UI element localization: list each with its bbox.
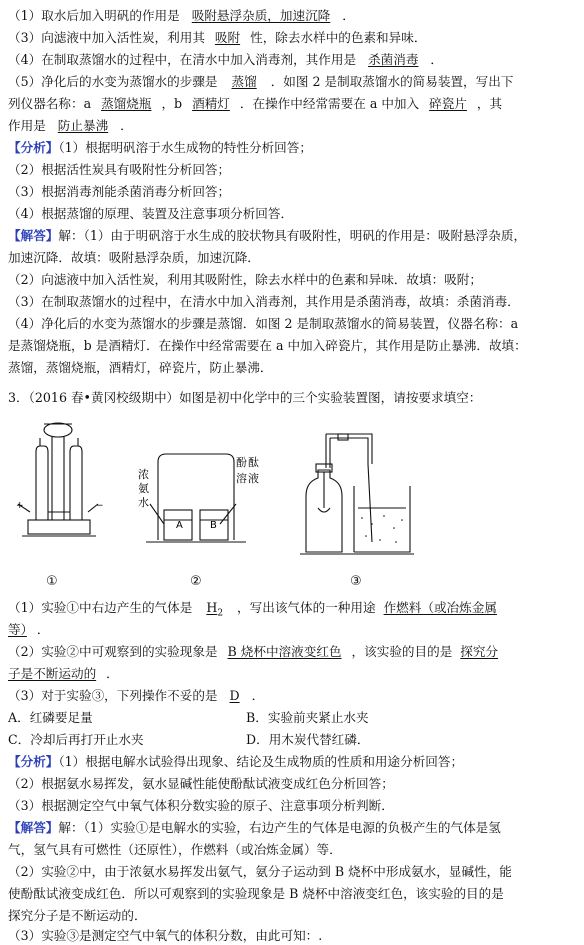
water-dots xyxy=(361,515,403,543)
text: ． xyxy=(36,622,50,637)
prev-line-2 xyxy=(8,28,578,47)
prev-answer-4c: 蒸馏，蒸馏烧瓶，酒精灯，碎瓷片，防止暴沸． xyxy=(8,360,273,375)
figure-electrolysis xyxy=(18,423,98,536)
answer-5b: 酒精灯 xyxy=(192,96,230,111)
prev-line-3 xyxy=(8,50,578,69)
plus-sign: + xyxy=(16,501,24,511)
p2-answer-2: 探究分 xyxy=(460,644,499,659)
answer-5c: 碎瓷片 xyxy=(429,96,467,111)
p1-answer-2b: 等） xyxy=(8,622,27,637)
text: ，该实验的目的是 xyxy=(351,644,453,659)
char: 溶 xyxy=(236,472,247,485)
tube-over-2 xyxy=(330,438,368,464)
prev-line-1 xyxy=(8,6,578,25)
analysis-tag: 【分析】 xyxy=(8,754,59,769)
answer-tag: 【解答】 xyxy=(8,228,59,243)
beaker-b-label: B xyxy=(210,520,217,531)
prev-answer-4: （4）净化后的水变为蒸馏水的步骤是蒸馏．如图 2 是制取蒸馏水的简易装置，仪器名称：a xyxy=(8,316,519,331)
clamp xyxy=(338,434,348,440)
text: 解：（1）由于明矾溶于水生成的胶状物具有吸附性，明矾的作用是：吸附悬浮杂质， xyxy=(58,228,527,243)
text: ．如图 2 是制取蒸馏水的简易装置，写出下 xyxy=(270,74,514,89)
ammonia-label xyxy=(138,467,149,509)
middle-tube xyxy=(52,436,64,520)
phenol-label xyxy=(236,455,259,485)
text: 性，除去水样中的色素和异味． xyxy=(250,30,427,45)
minus-sign: − xyxy=(96,501,104,511)
text: （1）实验①中右边产生的气体是 xyxy=(8,600,193,615)
text: 作用是 xyxy=(8,118,46,133)
text: ． xyxy=(430,52,444,67)
text: （1）取水后加入明矾的作用是 xyxy=(8,8,180,23)
q3-answer-2c: 探究分子是不断运动的． xyxy=(8,908,147,923)
text: （3）对于实验③，下列操作不妥的是 xyxy=(8,688,218,703)
prev-answer-3: （3）在制取蒸馏水的过程中，在清水中加入消毒剂，其作用是杀菌消毒，故填：杀菌消毒． xyxy=(8,294,520,309)
prev-answer-1 xyxy=(8,226,578,245)
p1-answer xyxy=(192,600,237,619)
prev-line-6 xyxy=(8,116,578,135)
text: （1）根据明矾溶于水生成物的特性分析回答； xyxy=(58,140,312,155)
text: ，写出该气体的一种用途 xyxy=(237,600,376,615)
prev-answer-4b: 是蒸馏烧瓶，b 是酒精灯．在操作中经常需要在 a 中加入碎瓷片，其作用是防止暴沸．故填： xyxy=(8,338,527,353)
text: （1）根据电解水试验得出现象、结论及生成物质的性质和用途分析回答； xyxy=(58,754,464,769)
text: ． xyxy=(106,666,119,681)
prev-analysis-1 xyxy=(8,138,578,157)
q3-answer-2: （2）实验②中，由于浓氨水易挥发出氨气，氨分子运动到 B 烧杯中形成氨水，显碱性，能 xyxy=(8,864,512,879)
q3-answer-2b: 使酚酞试液变成红色．所以可观察到的实验现象是 B 烧杯中溶液变红色，该实验的目的是 xyxy=(8,886,504,901)
text: ，其 xyxy=(476,96,503,111)
q3-p2 xyxy=(8,642,578,661)
char: 氨 xyxy=(138,482,149,495)
q3-p3 xyxy=(8,686,578,705)
answer-3: 杀菌消毒 xyxy=(368,52,419,67)
figure-2-label: ② xyxy=(190,574,202,589)
funnel xyxy=(44,423,72,437)
text: 解：（1）实验①是电解水的实验，右边产生的气体是电源的负极产生的气体是氢 xyxy=(58,820,501,835)
char: 酚 xyxy=(236,456,247,469)
char: 水 xyxy=(138,496,149,509)
subscript: 2 xyxy=(217,608,224,619)
answer-2: 吸附 xyxy=(214,30,241,45)
text: 列仪器名称：a xyxy=(8,96,92,111)
prev-answer-2: （2）向滤液中加入活性炭，利用其吸附性，除去水样中的色素和异味．故填：吸附； xyxy=(8,272,482,287)
figure-oxygen xyxy=(300,434,414,554)
prev-analysis-2: （2）根据活性炭具有吸附性分析回答； xyxy=(8,162,231,177)
answer-6: 防止暴沸 xyxy=(57,118,109,133)
water-beaker xyxy=(354,486,410,552)
p2-answer: B 烧杯中溶液变红色 xyxy=(227,644,342,659)
option-b: B．实验前夹紧止水夹 xyxy=(246,710,369,725)
text: ． xyxy=(251,688,265,703)
left-tube xyxy=(36,446,48,520)
char: 液 xyxy=(248,472,259,485)
right-tube xyxy=(70,446,82,520)
prev-line-4 xyxy=(8,72,578,91)
q3-analysis-3: （3）根据测定空气中氧气体积分数实验的原子、注意事项分析判断． xyxy=(8,798,394,813)
prev-answer-1b: 加速沉降．故填：吸附悬浮杂质，加速沉降． xyxy=(8,250,260,265)
prev-analysis-4: （4）根据蒸馏的原理、装置及注意事项分析回答． xyxy=(8,206,294,221)
prev-analysis-3: （3）根据消毒剂能杀菌消毒分析回答； xyxy=(8,184,231,199)
option-a: A．红磷要足量 xyxy=(8,710,93,725)
q3-p1-cont xyxy=(8,620,578,639)
option-d: D．用木炭代替红磷． xyxy=(246,732,370,747)
q3-figures xyxy=(0,412,584,592)
spoon xyxy=(318,508,330,512)
answer-1: 吸附悬浮杂质，加速沉降 xyxy=(191,8,331,23)
answer-4: 蒸馏 xyxy=(231,74,257,89)
answer-tag: 【解答】 xyxy=(8,820,59,835)
text: （5）净化后的水变为蒸馏水的步骤是 xyxy=(8,74,218,89)
big-beaker xyxy=(158,454,234,540)
text: H xyxy=(206,600,218,615)
char: 酞 xyxy=(248,456,259,469)
q3-answer-3: （3）实验③是测定空气中氧气的体积分数，由此可知：. xyxy=(8,928,323,943)
figure-ammonia xyxy=(146,454,246,542)
base xyxy=(28,520,90,534)
figure-3-label: ③ xyxy=(350,574,362,589)
text: ，b xyxy=(161,96,183,111)
answer-5a: 蒸馏烧瓶 xyxy=(101,96,152,111)
text: （3）向滤液中加入活性炭，利用其 xyxy=(8,30,205,45)
q3-p2-cont xyxy=(8,664,578,683)
char: 浓 xyxy=(138,468,149,481)
option-c: C．冷却后再打开止水夹 xyxy=(8,732,144,747)
prev-line-5 xyxy=(8,94,578,113)
p2-answer-2b: 子是不断运动的 xyxy=(8,666,97,681)
figure-1-label: ① xyxy=(46,574,58,589)
text: ．在操作中经常需要在 a 中加入 xyxy=(239,96,420,111)
q3-stem: 3．（2016 春•黄冈校级期中）如图是初中化学中的三个实验装置图，请按要求填空： xyxy=(8,390,482,405)
tube-down xyxy=(368,464,372,542)
analysis-tag: 【分析】 xyxy=(8,140,59,155)
q3-analysis-2: （2）根据氨水易挥发，氨水显碱性能使酚酞试液变成红色分析回答； xyxy=(8,776,394,791)
text: ． xyxy=(342,8,355,23)
beaker-a-label: A xyxy=(176,520,183,531)
text: ． xyxy=(120,118,133,133)
text: （2）实验②中可观察到的实验现象是 xyxy=(8,644,218,659)
q3-answer-1b: 气，氢气具有可燃性（还原性），作燃料（或冶炼金属）等． xyxy=(8,842,342,857)
text: （4）在制取蒸馏水的过程中，在清水中加入消毒剂，其作用是 xyxy=(8,52,357,67)
p3-answer: D xyxy=(229,688,240,703)
p1-answer-2: 作燃料（或冶炼金属 xyxy=(383,600,497,615)
pointer-left xyxy=(150,504,164,524)
q3-answer-1 xyxy=(8,818,578,837)
q3-analysis-1 xyxy=(8,752,578,771)
